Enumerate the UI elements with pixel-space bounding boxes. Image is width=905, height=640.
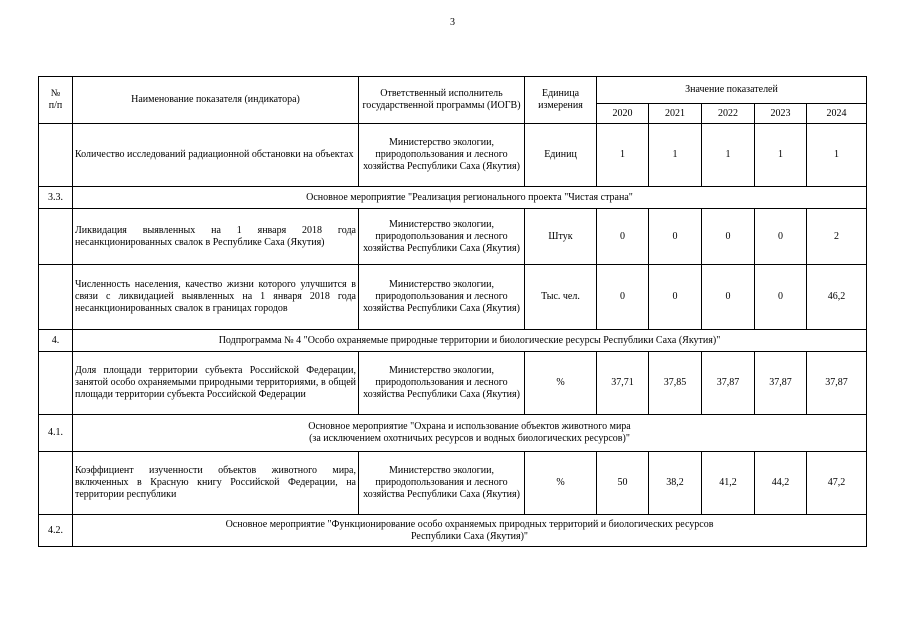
- value-2020: 50: [597, 452, 649, 515]
- year-2022: 2022: [702, 104, 755, 124]
- indicator-name: Численность населения, качество жизни которого улучшится в связи с ликвидацией выявленных на 1 января 2018 года несанкционированных свалок в границах городов: [73, 265, 359, 330]
- indicator-executor: Министерство экологии, природопользования и лесного хозяйства Республики Саха (Якутия): [359, 124, 525, 187]
- indicator-name: Коэффициент изученности объектов животного мира, включенных в Красную книгу Российской Федерации, на территории республики: [73, 452, 359, 515]
- value-2021: 37,85: [649, 352, 702, 415]
- value-2020: 1: [597, 124, 649, 187]
- section-title: Подпрограмма № 4 "Особо охраняемые природные территории и биологические ресурсы Республики Саха (Якутия)": [73, 330, 867, 352]
- section-row: [39, 187, 867, 209]
- indicator-executor: Министерство экологии, природопользования и лесного хозяйства Республики Саха (Якутия): [359, 352, 525, 415]
- value-2024: 46,2: [807, 265, 867, 330]
- table-row: [39, 452, 867, 515]
- year-2023: 2023: [755, 104, 807, 124]
- header-executor: Ответственный исполнитель государственной программы (ИОГВ): [359, 77, 525, 124]
- year-2020: 2020: [597, 104, 649, 124]
- table-row: [39, 209, 867, 265]
- value-2024: 1: [807, 124, 867, 187]
- value-2021: 38,2: [649, 452, 702, 515]
- indicator-name: Ликвидация выявленных на 1 января 2018 года несанкционированных свалок в Республике Саха (Якутия): [73, 209, 359, 265]
- indicators-table: [38, 76, 867, 547]
- value-2024: 37,87: [807, 352, 867, 415]
- value-2022: 0: [702, 209, 755, 265]
- section-number: 3.3.: [39, 187, 73, 209]
- indicator-executor: Министерство экологии, природопользования и лесного хозяйства Республики Саха (Якутия): [359, 209, 525, 265]
- year-2024: 2024: [807, 104, 867, 124]
- indicator-unit: Единиц: [525, 124, 597, 187]
- year-2021: 2021: [649, 104, 702, 124]
- section-title: Основное мероприятие "Охрана и использование объектов животного мира (за исключением охотничьих ресурсов и водных биологических ресурсов)": [73, 415, 867, 452]
- header-row: [39, 77, 867, 104]
- section-title: Основное мероприятие "Функционирование особо охраняемых природных территорий и биологических ресурсов Республики Саха (Якутия)": [73, 515, 867, 547]
- value-2024: 47,2: [807, 452, 867, 515]
- indicator-unit: %: [525, 352, 597, 415]
- value-2023: 1: [755, 124, 807, 187]
- table-row: [39, 265, 867, 330]
- value-2022: 41,2: [702, 452, 755, 515]
- value-2022: 37,87: [702, 352, 755, 415]
- table-row: [39, 352, 867, 415]
- section-row: [39, 330, 867, 352]
- value-2020: 0: [597, 209, 649, 265]
- value-2021: 0: [649, 209, 702, 265]
- section-row: [39, 415, 867, 452]
- indicator-executor: Министерство экологии, природопользования и лесного хозяйства Республики Саха (Якутия): [359, 452, 525, 515]
- section-row: [39, 515, 867, 547]
- value-2023: 0: [755, 265, 807, 330]
- indicator-unit: %: [525, 452, 597, 515]
- table-row: [39, 124, 867, 187]
- indicator-executor: Министерство экологии, природопользования и лесного хозяйства Республики Саха (Якутия): [359, 265, 525, 330]
- page-number: 3: [450, 17, 455, 28]
- section-title: Основное мероприятие "Реализация регионального проекта "Чистая страна": [73, 187, 867, 209]
- value-2021: 1: [649, 124, 702, 187]
- value-2022: 0: [702, 265, 755, 330]
- indicator-unit: Тыс. чел.: [525, 265, 597, 330]
- header-values-title: Значение показателей: [597, 77, 867, 104]
- value-2023: 44,2: [755, 452, 807, 515]
- value-2023: 37,87: [755, 352, 807, 415]
- indicator-unit: Штук: [525, 209, 597, 265]
- section-number: 4.1.: [39, 415, 73, 452]
- value-2024: 2: [807, 209, 867, 265]
- value-2023: 0: [755, 209, 807, 265]
- value-2021: 0: [649, 265, 702, 330]
- section-number: 4.: [39, 330, 73, 352]
- indicator-name: Количество исследований радиационной обстановки на объектах: [73, 124, 359, 187]
- value-2022: 1: [702, 124, 755, 187]
- header-name: Наименование показателя (индикатора): [73, 77, 359, 124]
- header-num: № п/п: [39, 77, 73, 124]
- header-unit: Единица измерения: [525, 77, 597, 124]
- indicator-name: Доля площади территории субъекта Российской Федерации, занятой особо охраняемыми природными территориями, в общей площади территории субъекта Российской Федерации: [73, 352, 359, 415]
- section-number: 4.2.: [39, 515, 73, 547]
- value-2020: 37,71: [597, 352, 649, 415]
- value-2020: 0: [597, 265, 649, 330]
